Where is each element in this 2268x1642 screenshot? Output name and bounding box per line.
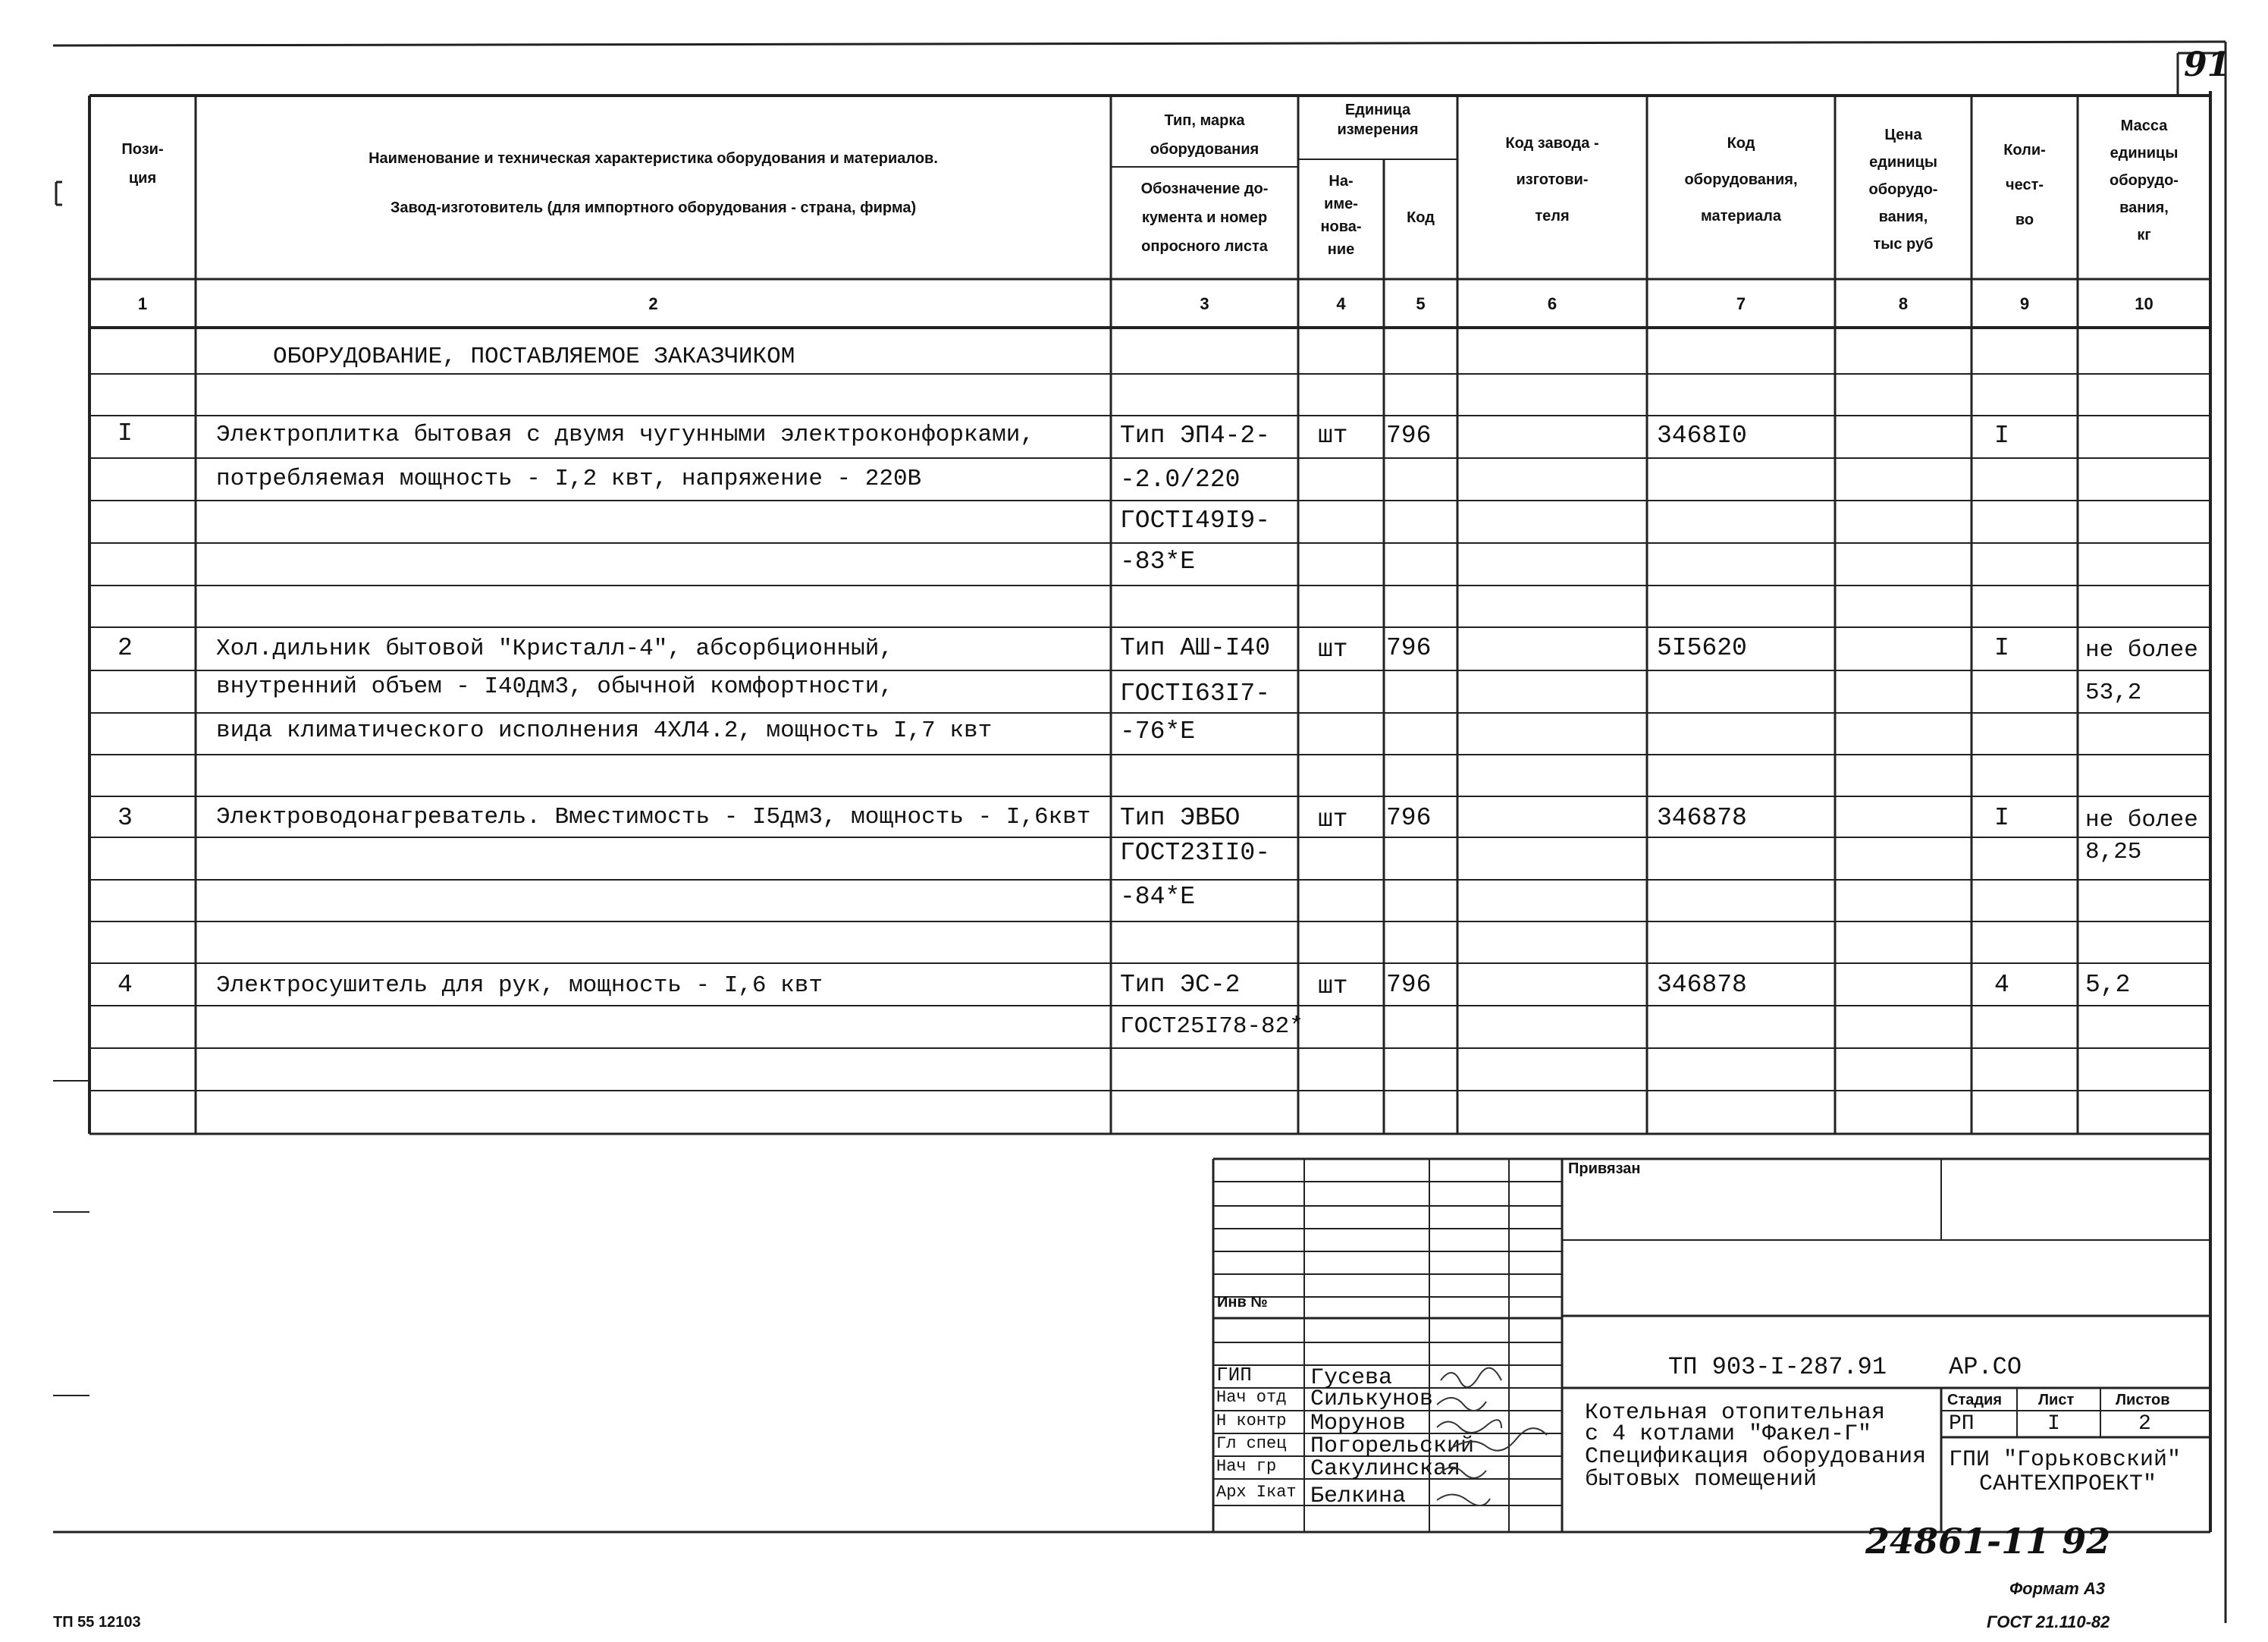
- header-col-type-top: Тип, марка оборудования: [1150, 112, 1259, 158]
- item-type-line: ГОСТI63I7-: [1120, 680, 1271, 708]
- item-equipment-code: 5I5620: [1657, 634, 1747, 662]
- page-number: 91: [2184, 46, 2231, 84]
- item-type-line: ГОСТI49I9-: [1120, 507, 1271, 535]
- item-type-line: ГОСТ25I78-82*: [1120, 1013, 1303, 1040]
- column-number: 6: [1547, 294, 1557, 313]
- column-number: 4: [1336, 294, 1346, 313]
- item-position: I: [118, 419, 133, 447]
- header-col-position: Пози- ция: [121, 141, 164, 187]
- item-quantity: 4: [1994, 971, 2009, 999]
- item-position: 3: [118, 804, 133, 832]
- stage-label: Стадия: [1947, 1392, 2003, 1408]
- column-number: 2: [648, 294, 658, 313]
- organization-line: САНТЕХПРОЕКТ": [1979, 1471, 2157, 1497]
- column-number: 10: [2135, 294, 2154, 313]
- signatures: [1426, 1358, 1562, 1532]
- person-name: Сакулинская: [1310, 1456, 1461, 1482]
- item-type-line: -84*Е: [1120, 883, 1196, 911]
- column-number: 7: [1736, 294, 1746, 313]
- header-col-equipment-code: Код оборудования, материала: [1684, 135, 1798, 224]
- sheet-value: I: [2047, 1412, 2060, 1436]
- header-col-unit-code: Код: [1407, 209, 1435, 226]
- item-mass-line: 8,25: [2085, 839, 2142, 865]
- item-position: 2: [118, 634, 133, 662]
- role-label: Арх Iкат: [1216, 1483, 1297, 1502]
- item-equipment-code: 3468I0: [1657, 422, 1747, 450]
- description-line: Котельная отопительная: [1585, 1400, 1886, 1426]
- item-unit: шт: [1318, 805, 1348, 834]
- item-unit-code: 796: [1386, 804, 1432, 832]
- archive-number: 24861-11 92: [1865, 1521, 2111, 1562]
- inventory-number-label: Инв №: [1217, 1294, 1268, 1311]
- role-label: ГИП: [1216, 1364, 1252, 1386]
- header-col-type-bottom: Обозначение до- кумента и номер опросного листа: [1140, 181, 1269, 255]
- document-mark: АР.СО: [1949, 1353, 2022, 1381]
- item-mass-line: 53,2: [2085, 680, 2142, 706]
- project-code: ТП 903-I-287.91: [1668, 1353, 1887, 1381]
- person-name: Погорельский: [1310, 1433, 1475, 1459]
- section-title: ОБОРУДОВАНИЕ, ПОСТАВЛЯЕМОЕ ЗАКАЗЧИКОМ: [273, 344, 795, 370]
- description-line: с 4 котлами "Факел-Г": [1585, 1421, 1872, 1447]
- item-type-line: -83*Е: [1120, 548, 1196, 576]
- item-type-line: -76*Е: [1120, 717, 1196, 746]
- item-mass-line: 5,2: [2085, 971, 2131, 999]
- item-unit: шт: [1318, 422, 1348, 450]
- item-name-line: Электроплитка бытовая с двумя чугунными электроконфорками,: [216, 422, 1034, 448]
- item-unit: шт: [1318, 972, 1348, 1000]
- sheets-label: Листов: [2116, 1392, 2170, 1408]
- item-unit-code: 796: [1386, 971, 1432, 999]
- header-col-name-line1: Наименование и техническая характеристика оборудования и материалов.: [369, 150, 938, 167]
- item-position: 4: [118, 971, 133, 999]
- person-name: Силькунов: [1310, 1386, 1434, 1412]
- person-name: Гусева: [1310, 1365, 1393, 1391]
- footer-left-code: ТП 55 12103: [53, 1614, 141, 1631]
- column-number: 9: [2019, 294, 2030, 313]
- item-name-line: Электроводонагреватель. Вместимость - I5дм3, мощность - I,6квт: [216, 804, 1091, 830]
- item-type-line: Тип ЭС-2: [1120, 971, 1241, 999]
- item-unit-code: 796: [1386, 634, 1432, 662]
- header-col-mass: Масса единицы оборудо- вания, кг: [2110, 118, 2179, 243]
- item-type-line: -2.0/220: [1120, 466, 1241, 494]
- column-number: 5: [1416, 294, 1426, 313]
- header-col-unit-name: На- име- нова- ние: [1320, 173, 1362, 258]
- sheets-value: 2: [2138, 1412, 2151, 1436]
- column-number: 1: [137, 294, 148, 313]
- header-col-unit-group: Единица измерения: [1337, 102, 1419, 138]
- item-type-line: Тип ЭВБО: [1120, 804, 1241, 832]
- privyazan-label: Привязан: [1568, 1160, 1641, 1177]
- item-unit: шт: [1318, 636, 1348, 664]
- person-name: Морунов: [1310, 1411, 1407, 1436]
- header-col-price: Цена единицы оборудо- вания, тыс руб: [1868, 127, 1938, 253]
- description-line: Спецификация оборудования: [1585, 1444, 1927, 1470]
- item-quantity: I: [1994, 634, 2009, 662]
- role-label: Н контр: [1216, 1411, 1287, 1430]
- header-col-quantity: Коли- чест- во: [2003, 142, 2046, 228]
- item-name-line: Хол.дильник бытовой "Кристалл-4", абсорбционный,: [216, 636, 893, 662]
- column-number: 3: [1200, 294, 1209, 313]
- item-unit-code: 796: [1386, 422, 1432, 450]
- item-type-line: Тип АШ-I40: [1120, 634, 1271, 662]
- header-col-name-line2: Завод-изготовитель (для импортного оборудования - страна, фирма): [390, 199, 917, 216]
- item-type-line: ГОСТ23II0-: [1120, 839, 1271, 867]
- item-equipment-code: 346878: [1657, 971, 1747, 999]
- item-type-line: Тип ЭП4-2-: [1120, 422, 1271, 450]
- item-name-line: вида климатического исполнения 4ХЛ4.2, мощность I,7 квт: [216, 717, 993, 744]
- column-number: 8: [1898, 294, 1909, 313]
- item-name-line: потребляемая мощность - I,2 квт, напряжение - 220В: [216, 466, 922, 492]
- sheet-label: Лист: [2038, 1392, 2075, 1408]
- role-label: Нач отд: [1216, 1388, 1287, 1407]
- format-label: Формат А3: [2009, 1579, 2106, 1598]
- stage-value: РП: [1949, 1412, 1975, 1436]
- item-name-line: внутренний объем - I40дм3, обычной комфортности,: [216, 673, 893, 700]
- item-mass-line: не более: [2085, 807, 2198, 834]
- footer-standard: ГОСТ 21.110-82: [1987, 1612, 2110, 1631]
- person-name: Белкина: [1310, 1483, 1407, 1509]
- description-line: бытовых помещений: [1585, 1467, 1818, 1493]
- role-label: Гл спец: [1216, 1434, 1287, 1453]
- header-col-factory-code: Код завода - изготови- теля: [1505, 135, 1599, 224]
- organization-line: ГПИ "Горьковский": [1949, 1447, 2182, 1473]
- item-quantity: I: [1994, 804, 2009, 832]
- item-equipment-code: 346878: [1657, 804, 1747, 832]
- item-mass-line: не более: [2085, 637, 2198, 664]
- item-name-line: Электросушитель для рук, мощность - I,6 квт: [216, 972, 823, 999]
- role-label: Нач гр: [1216, 1457, 1277, 1476]
- item-quantity: I: [1994, 422, 2009, 450]
